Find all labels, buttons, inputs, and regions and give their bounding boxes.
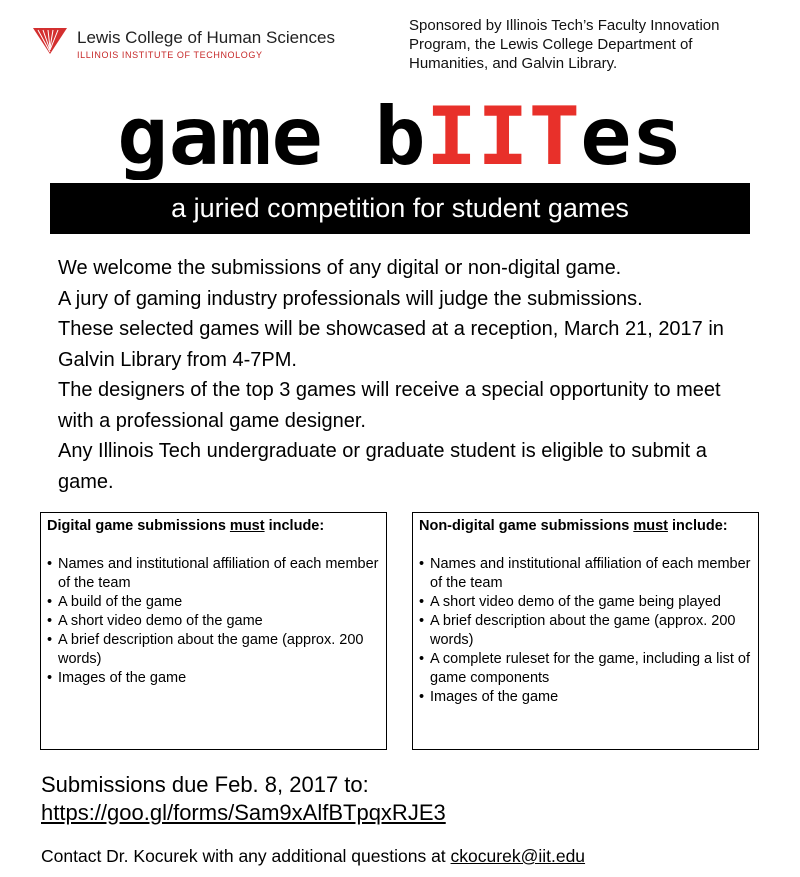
title-part-3: es [580, 102, 677, 180]
title-part-iit: IIT [425, 102, 571, 180]
list-item: • Names and institutional affiliation of each member of the team [419, 555, 752, 593]
due-date: Submissions due Feb. 8, 2017 to: [41, 772, 369, 797]
college-name: Lewis College of Human Sciences [77, 28, 335, 47]
institute-name: ILLINOIS INSTITUTE OF TECHNOLOGY [77, 50, 263, 60]
submission-info [41, 771, 446, 827]
list-item: • A complete ruleset for the game, including a list of game components [419, 650, 752, 688]
nondigital-list [419, 555, 752, 707]
triangle-logo-icon [33, 28, 67, 54]
contact-line [41, 846, 585, 867]
college-logo [33, 22, 353, 62]
sponsor-line: Program, the Lewis College Department of [409, 36, 693, 53]
nondigital-requirements-box [412, 512, 759, 750]
list-item: • Names and institutional affiliation of each member of the team [47, 555, 380, 593]
contact-email-link[interactable]: ckocurek@iit.edu [450, 846, 586, 866]
list-item: • A short video demo of the game being played [419, 593, 752, 612]
list-item: • Images of the game [47, 669, 380, 688]
submission-link[interactable]: https://goo.gl/forms/Sam9xAlfBTpqxRJE3 [41, 800, 446, 825]
digital-list [47, 555, 380, 688]
intro-paragraph: The designers of the top 3 games will receive a special opportunity to meet with a professional game designer. [58, 379, 721, 432]
intro-text [58, 253, 758, 497]
list-item: • A short video demo of the game [47, 612, 380, 631]
list-item: • A brief description about the game (approx. 200 words) [419, 612, 752, 650]
list-item: • A brief description about the game (approx. 200 words) [47, 631, 380, 669]
intro-paragraph: We welcome the submissions of any digital or non-digital game. [58, 257, 622, 279]
nondigital-heading: Non-digital game submissions must include: [419, 518, 728, 534]
list-item: • A build of the game [47, 593, 380, 612]
title-part-1: game b [117, 102, 406, 180]
intro-paragraph: Any Illinois Tech undergraduate or graduate student is eligible to submit a game. [58, 440, 707, 493]
digital-heading: Digital game submissions must include: [47, 518, 325, 534]
game-biites-title [0, 102, 800, 180]
intro-paragraph: These selected games will be showcased at a reception, March 21, 2017 in Galvin Library from 4-7PM. [58, 318, 724, 371]
sponsor-line: Sponsored by Illinois Tech’s Faculty Innovation [409, 17, 720, 34]
sponsor-text [409, 16, 779, 73]
intro-paragraph: A jury of gaming industry professionals will judge the submissions. [58, 287, 643, 310]
digital-requirements-box [40, 512, 387, 750]
list-item: • Images of the game [419, 688, 752, 707]
svg-text:game bIITes [117, 102, 683, 180]
subtitle-banner: a juried competition for student games [50, 183, 750, 234]
contact-text: Contact Dr. Kocurek with any additional questions at [41, 846, 451, 866]
sponsor-line: Humanities, and Galvin Library. [409, 55, 618, 72]
